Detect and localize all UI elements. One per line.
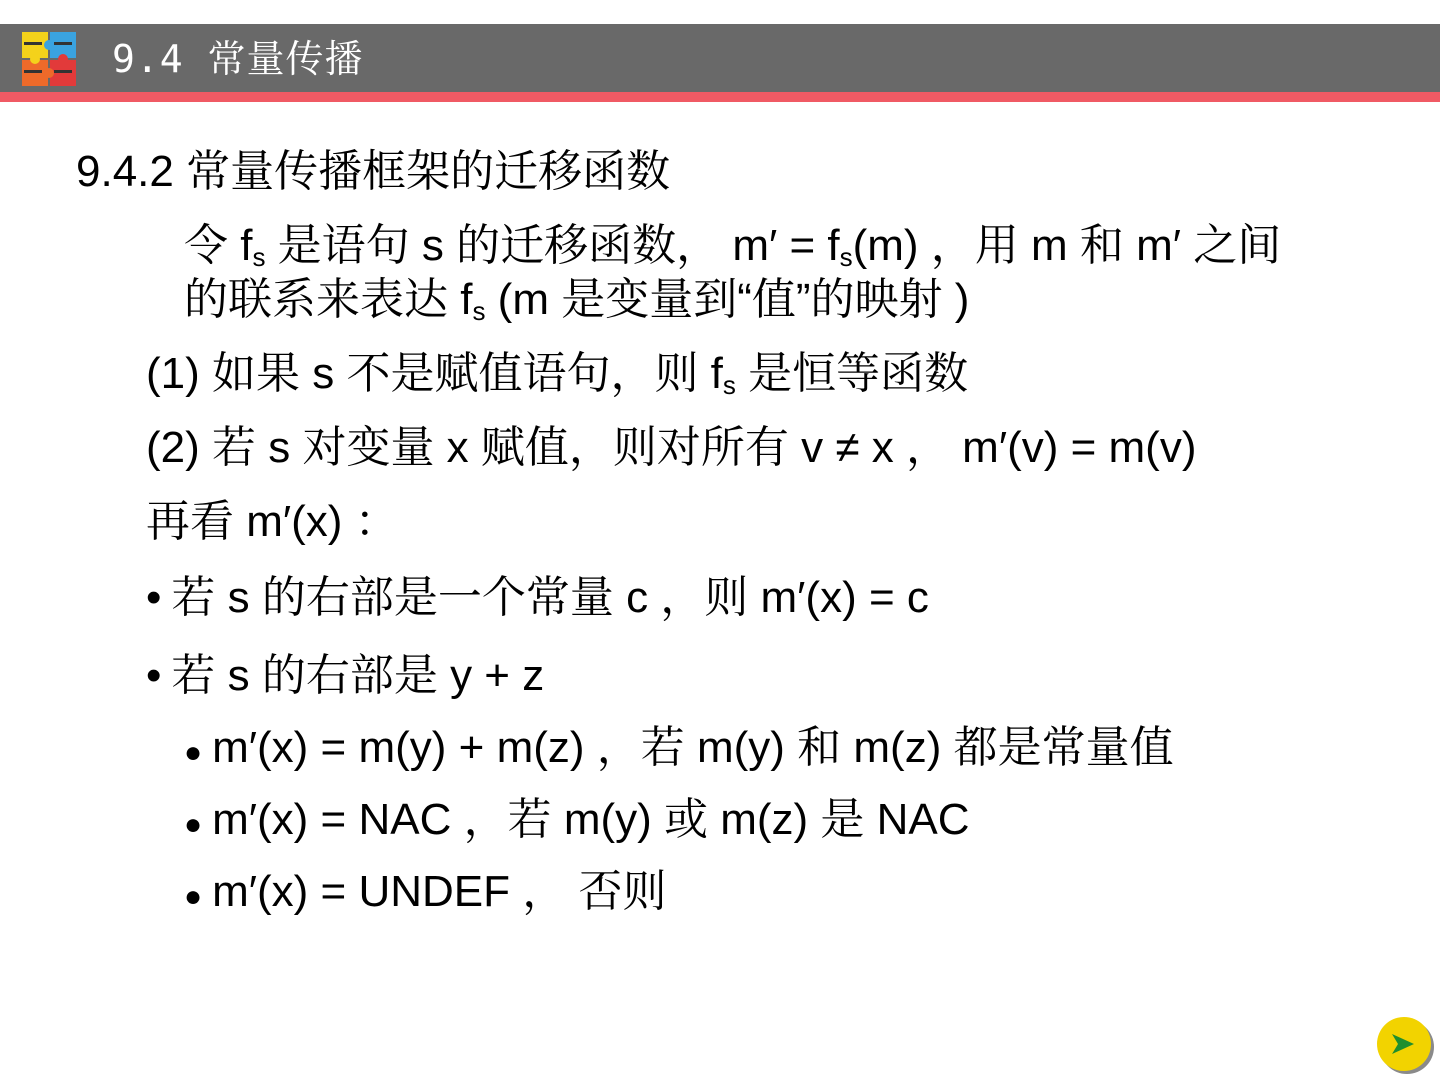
sub-list-item [184, 794, 970, 851]
rule-text: (1) 如果 s 不是赋值语句，则 f [146, 349, 723, 398]
list-item-text: m′(x) = UNDEF ， 否则 [212, 867, 667, 916]
intro-text: 的联系来表达 f [184, 275, 473, 324]
intro-text: 令 f [184, 221, 253, 270]
bullet-marker: • [146, 651, 162, 700]
rule-1 [146, 348, 968, 400]
list-item [146, 650, 544, 702]
subscript: s [252, 242, 266, 272]
intro-text: (m 是变量到“值”的映射 ) [485, 275, 970, 324]
list-item-text: m′(x) = m(y) + m(z) ，若 m(y) 和 m(z) 都是常量值 [212, 723, 1174, 772]
section-title: 9.4.2 常量传播框架的迁移函数 [76, 147, 671, 196]
subscript: s [839, 242, 853, 272]
next-slide-button[interactable] [1374, 1014, 1436, 1076]
intro-text: (m) ，用 m 和 m′ 之间 [852, 221, 1282, 270]
lookat-line: 再看 m′(x) ： [146, 497, 399, 546]
intro-text: 是语句 s 的迁移函数， m′ = f [265, 221, 840, 270]
header-accent-line [0, 92, 1440, 102]
page-title: 9.4 常量传播 [112, 37, 364, 81]
bullet-marker: ● [184, 736, 203, 769]
intro-line-2 [184, 274, 969, 326]
bullet-marker: • [146, 573, 162, 622]
sub-list-item [184, 866, 666, 923]
list-item [146, 572, 929, 624]
bullet-marker: ● [184, 808, 203, 841]
intro-line-1 [184, 220, 1281, 272]
bullet-marker: ● [184, 880, 203, 913]
rule-2: (2) 若 s 对变量 x 赋值，则对所有 v ≠ x ， m′(v) = m(v) [146, 423, 1197, 472]
puzzle-logo-icon [20, 30, 78, 88]
rule-text: 是恒等函数 [735, 349, 969, 398]
subscript: s [472, 296, 486, 326]
sub-list-item [184, 722, 1174, 779]
list-item-text: 若 s 的右部是一个常量 c ，则 m′(x) = c [171, 573, 929, 622]
subscript: s [722, 370, 736, 400]
list-item-text: m′(x) = NAC ，若 m(y) 或 m(z) 是 NAC [212, 795, 970, 844]
list-item-text: 若 s 的右部是 y + z [171, 651, 545, 700]
